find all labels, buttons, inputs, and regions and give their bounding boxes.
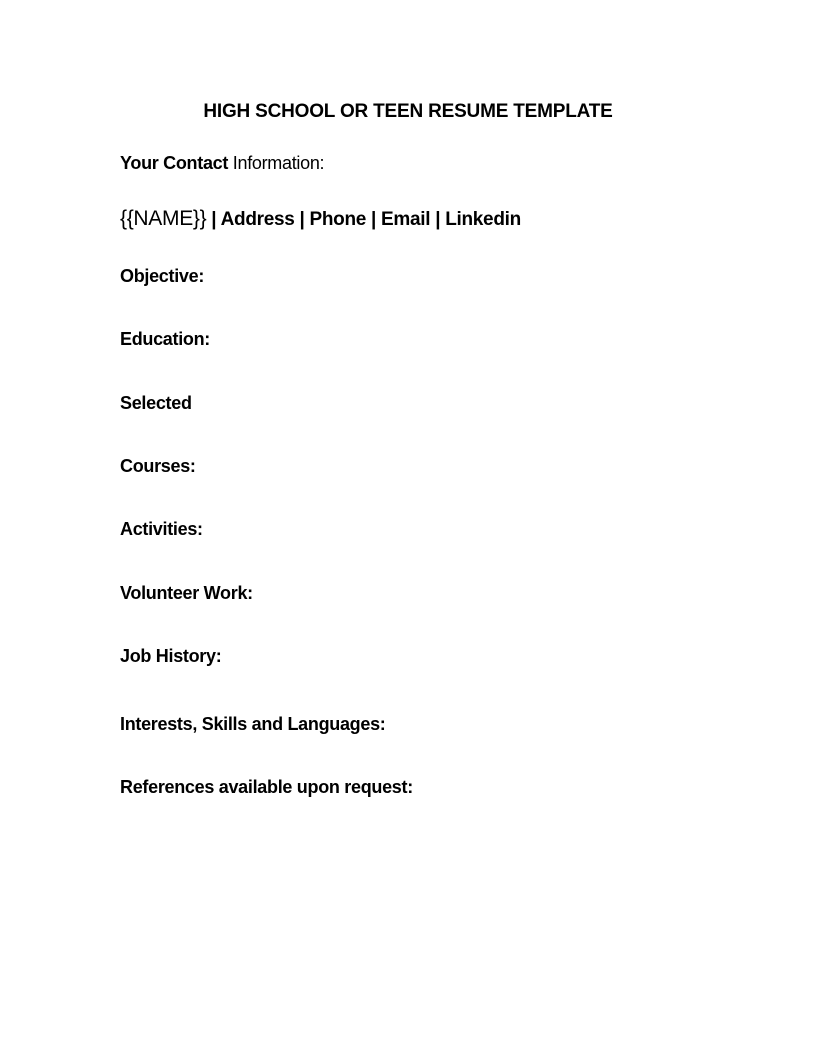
section-courses: Courses:	[120, 456, 196, 476]
section-objective: Objective:	[120, 266, 205, 286]
section-job-history: Job History:	[120, 646, 222, 666]
section-selected: Selected	[120, 393, 192, 413]
section-interests-skills-languages: Interests, Skills and Languages:	[120, 714, 386, 734]
name-placeholder: {{NAME}}	[120, 207, 207, 230]
section-activities: Activities:	[120, 519, 203, 539]
contact-heading-regular: Information:	[232, 153, 325, 173]
contact-heading	[120, 152, 324, 174]
section-references: References available upon request:	[120, 777, 413, 797]
contact-heading-bold: Your Contact	[120, 153, 229, 173]
contact-line	[120, 207, 521, 232]
contact-fields: | Address | Phone | Email | Linkedin	[206, 209, 521, 230]
section-education: Education:	[120, 329, 210, 349]
document-title: HIGH SCHOOL OR TEEN RESUME TEMPLATE	[203, 101, 613, 122]
section-volunteer-work: Volunteer Work:	[120, 583, 253, 603]
